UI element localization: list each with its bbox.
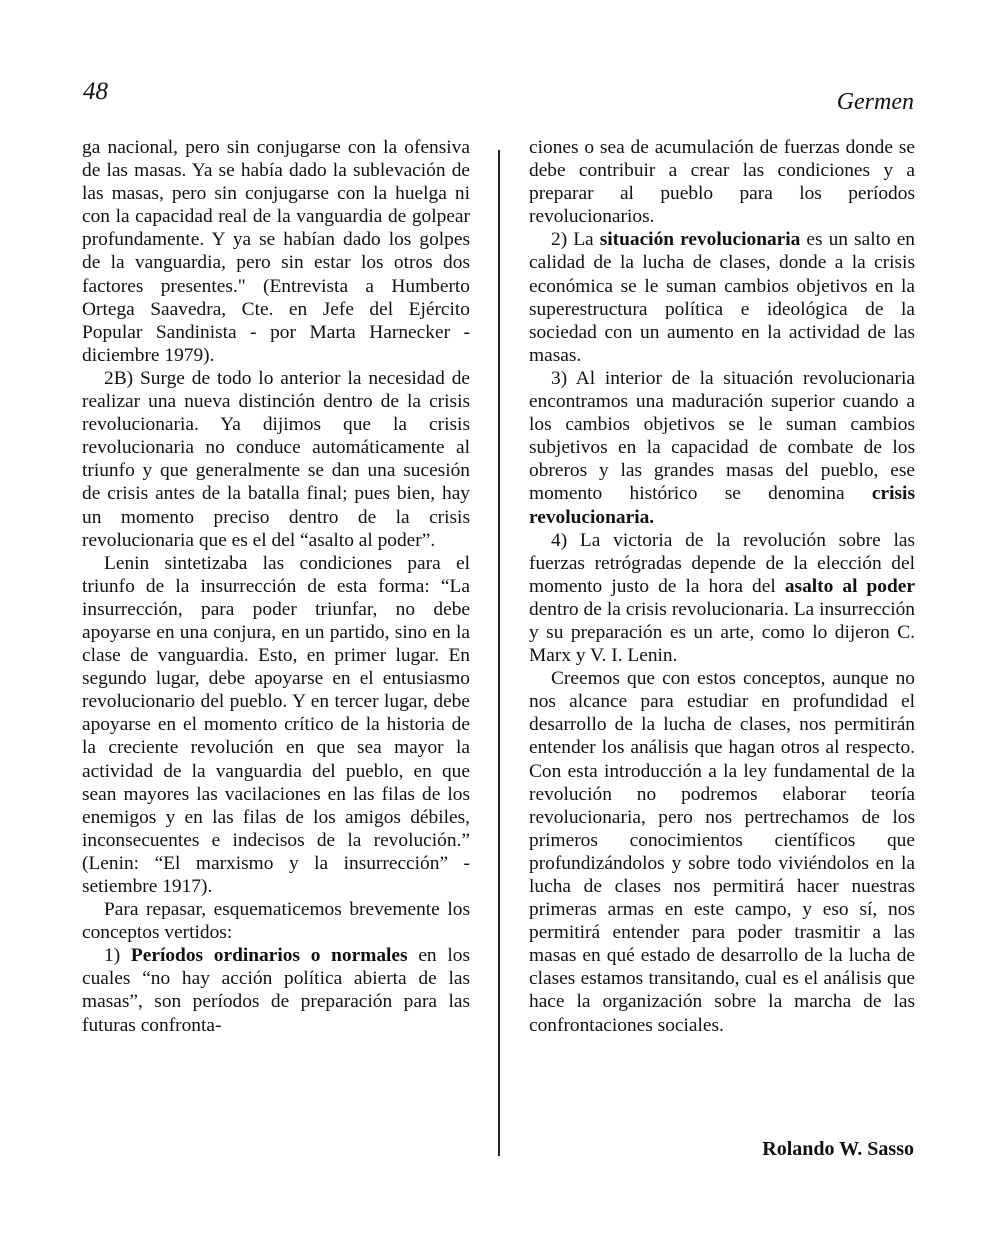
paragraph-point-4	[529, 529, 915, 668]
column-divider	[498, 150, 500, 1156]
point-2-number: 2) La	[551, 229, 594, 251]
paragraph-lenin-quote: Lenin sintetizaba las condiciones para el triunfo de la insurrección de esta forma: “La insurrección, para poder triunfar, no debe apoyarse en una conjura, en un partido, sino en la clase de vanguardia. Esto, en primer lugar. En segundo lugar, debe apoyarse en el entusiasmo revolucionario del pueblo. Y en tercer lugar, debe apoyarse en el momento crítico de la historia de la creciente revolución en que sea mayor la actividad de la vanguardia del pueblo, en que sean mayores las vacilaciones en las filas de los enemigos y en las filas de los amigos débiles, inconsecuentes e indecisos de la revolución.” (Lenin: “El marxismo y la insurrección” - setiembre 1917).	[82, 552, 470, 897]
paragraph-conclusion: Creemos que con estos conceptos, aunque no nos alcance para estudiar en profundidad el desarrollo de la lucha de clases, nos permitirán entender los análisis que hagan otros al respecto. Con esta introducción a la ley fundamental de la revolución no podremos elaborar teoría revolucionaria, pero nos pertrechamos de los primeros conocimientos científicos que profundizándolos y sobre todo viviéndolos en la lucha de clases nos permitirá hacer nuestras primeras armas en este campo, y eso sí, nos permitirá entender para poder trasmitir a las masas en qué estado de desarrollo de la lucha de clases estamos transitando, cual es el análisis que hace la organización sobre la marcha de las confrontaciones sociales.	[529, 668, 915, 1036]
point-4-text: 4) La victoria de la revolución sobre las fuerzas retrógradas depende de la elección del momento justo de la hora del	[529, 529, 915, 597]
right-column	[529, 136, 915, 1037]
paragraph-point-2	[529, 228, 915, 367]
point-1-text: en los cuales “no hay acción política abierta de las masas”, son períodos de preparación para las futuras confronta-	[82, 945, 470, 1036]
paragraph-point-3	[529, 367, 915, 529]
point-4-rest: dentro de la crisis revolucionaria. La insurrección y su preparación es un arte, como lo dijeron C. Marx y V. I. Lenin.	[529, 598, 915, 667]
left-column	[82, 136, 470, 1037]
paragraph-2b: 2B) Surge de todo lo anterior la necesidad de realizar una nueva distinción dentro de la crisis revolucionaria. Ya dijimos que la crisis revolucionaria no conduce automáticamente al triunfo y que generalmente se dan una sucesión de crisis antes de la batalla final; pues bien, hay un momento preciso dentro de la crisis revolucionaria que es el del “asalto al poder”.	[82, 367, 470, 551]
point-1-term: Períodos ordinarios o normales	[130, 945, 408, 967]
paragraph-continuation: ga nacional, pero sin conjugarse con la ofensiva de las masas. Ya se había dado la sublevación de las masas, pero sin conjugarse con la huelga ni con la capacidad real de la vanguardia de golpear profundamente. Y ya se habían dado los golpes de la vanguardia, pero sin estar los otros dos factores presentes." (Entrevista a Humberto Ortega Saavedra, Cte. en Jefe del Ejército Popular Sandinista - por Marta Harnecker - diciembre 1979).	[82, 137, 470, 366]
journal-title: Germen	[836, 89, 914, 115]
point-1-number: 1)	[104, 945, 121, 967]
point-3-term: crisis revolucionaria.	[529, 483, 915, 528]
point-2-term: situación revolucionaria	[599, 229, 801, 251]
point-4-term: asalto al poder	[784, 575, 916, 597]
point-3-text: 3) Al interior de la situación revolucionaria encontramos una maduración superior cuando a los cambios objetivos se le suman cambios subjetivos en la capacidad de combate de los obreros y las grandes masas del pueblo, ese momento histórico se denomina	[529, 367, 915, 505]
paragraph-summary-intro: Para repasar, esquematicemos brevemente los conceptos vertidos:	[82, 899, 470, 944]
paragraph-point-1	[82, 944, 470, 1036]
point-2-text: es un salto en calidad de la lucha de clases, donde a la crisis económica se le suman cambios objetivos en la superestructura política e ideológica de la sociedad con un aumento en la actividad de las masas.	[529, 229, 916, 366]
author-signature: Rolando W. Sasso	[762, 1138, 914, 1160]
page-number: 48	[83, 78, 108, 105]
paragraph-continuation-right: ciones o sea de acumulación de fuerzas donde se debe contribuir a crear las condiciones y a preparar al pueblo para los períodos revolucionarios.	[529, 137, 915, 228]
